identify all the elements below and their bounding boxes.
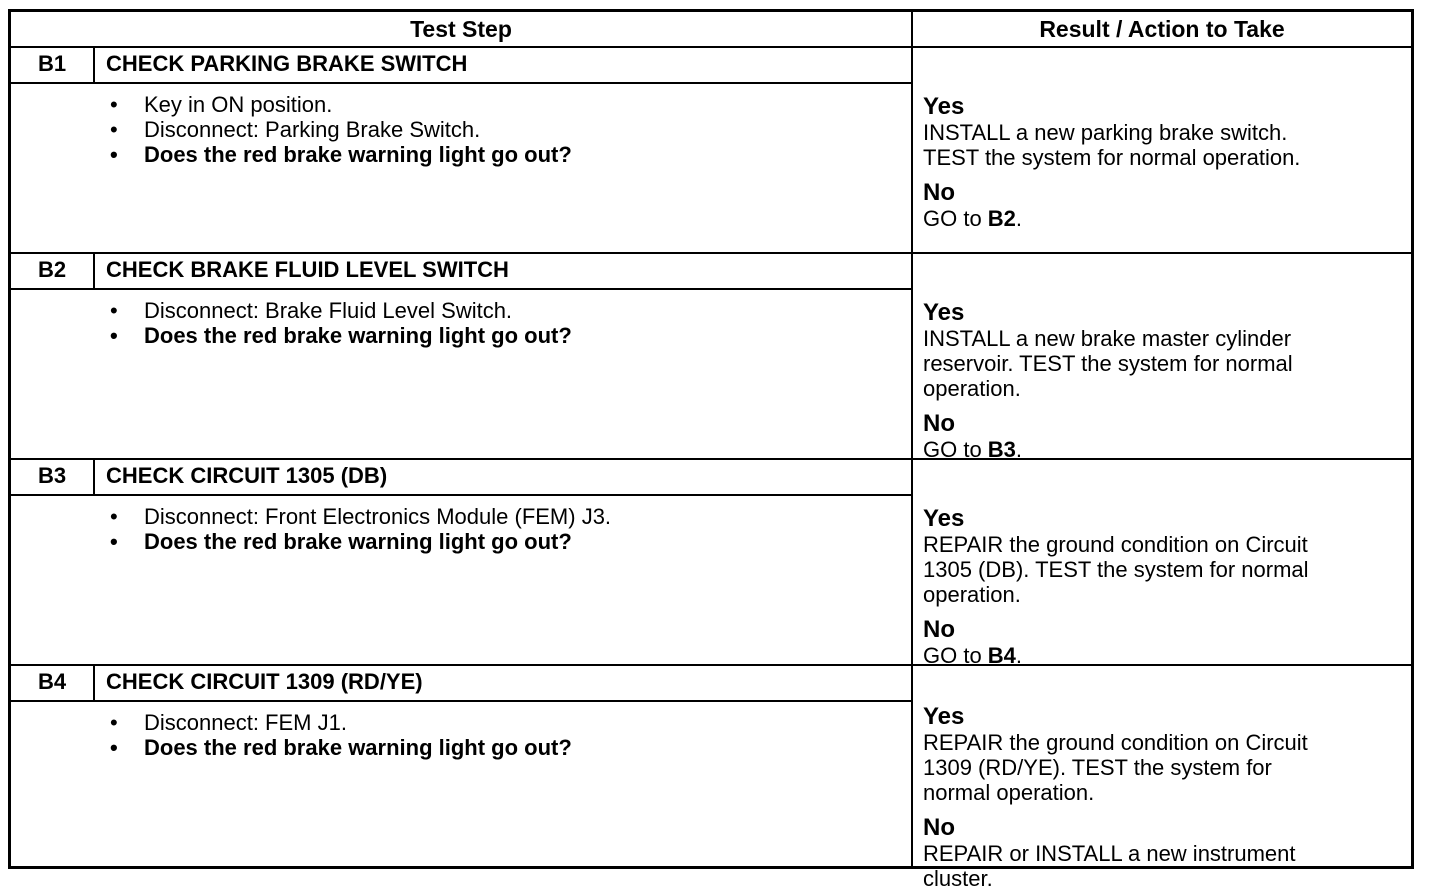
yes-label: Yes — [923, 505, 965, 532]
step-title: CHECK PARKING BRAKE SWITCH — [106, 51, 468, 76]
no-action-line — [923, 437, 1401, 462]
result-action-cell — [923, 48, 1401, 252]
test-step-row — [11, 666, 1411, 891]
yes-action-line: REPAIR the ground condition on Circuit — [923, 532, 1308, 557]
step-instructions — [106, 710, 901, 760]
step-heading — [11, 254, 911, 290]
instruction-item: • Disconnect: FEM J1. — [106, 710, 901, 735]
step-id: B1 — [11, 48, 95, 82]
no-action-prefix: GO to — [923, 437, 988, 462]
yes-action-line: REPAIR the ground condition on Circuit — [923, 730, 1308, 755]
no-action-line — [923, 206, 1401, 231]
step-instructions — [106, 504, 901, 554]
yes-action-line: INSTALL a new parking brake switch. — [923, 120, 1288, 145]
table-header — [11, 12, 1411, 48]
step-heading — [11, 48, 911, 84]
result-action-cell — [923, 254, 1401, 462]
no-label: No — [923, 814, 955, 841]
test-step-cell — [11, 48, 913, 252]
yes-action-line: 1305 (DB). TEST the system for normal — [923, 557, 1309, 582]
no-action-prefix: GO to — [923, 206, 988, 231]
spacer — [923, 170, 1401, 180]
result-action-cell — [923, 460, 1401, 668]
yes-action-line: TEST the system for normal operation. — [923, 145, 1301, 170]
instruction-item: • Disconnect: Front Electronics Module (FEM) J3. — [106, 504, 901, 529]
no-action-line: REPAIR or INSTALL a new instrument — [923, 841, 1296, 866]
yes-action-line: 1309 (RD/YE). TEST the system for — [923, 755, 1272, 780]
test-step-cell — [11, 460, 913, 664]
spacer — [923, 607, 1401, 617]
no-action-line: cluster. — [923, 866, 993, 891]
test-step-cell — [11, 254, 913, 458]
diagnostic-table — [8, 9, 1414, 891]
instruction-item: • Key in ON position. — [106, 92, 901, 117]
step-instructions — [106, 92, 901, 167]
instruction-item: • Disconnect: Brake Fluid Level Switch. — [106, 298, 901, 323]
result-action-cell — [923, 666, 1401, 891]
step-title: CHECK CIRCUIT 1309 (RD/YE) — [106, 669, 423, 694]
yes-action-line: operation. — [923, 582, 1021, 607]
test-step-row — [11, 48, 1411, 254]
step-title: CHECK CIRCUIT 1305 (DB) — [106, 463, 388, 488]
test-step-cell — [11, 666, 913, 866]
step-id: B4 — [11, 666, 95, 700]
no-label: No — [923, 179, 955, 206]
yes-label: Yes — [923, 93, 965, 120]
no-action-suffix: . — [1015, 437, 1023, 462]
test-step-row — [11, 254, 1411, 460]
no-label: No — [923, 616, 955, 643]
spacer — [923, 805, 1401, 815]
step-id: B2 — [11, 254, 95, 288]
test-step-row — [11, 460, 1411, 666]
yes-action-line: reservoir. TEST the system for normal — [923, 351, 1293, 376]
step-question: • Does the red brake warning light go out? — [106, 735, 901, 760]
no-action-target: B3 — [987, 437, 1016, 462]
header-test-step: Test Step — [11, 12, 913, 46]
yes-action-line: normal operation. — [923, 780, 1095, 805]
instruction-item: • Disconnect: Parking Brake Switch. — [106, 117, 901, 142]
header-result-action: Result / Action to Take — [1039, 16, 1285, 42]
yes-label: Yes — [923, 299, 965, 326]
yes-label: Yes — [923, 703, 965, 730]
step-heading — [11, 666, 911, 702]
step-title: CHECK BRAKE FLUID LEVEL SWITCH — [106, 257, 509, 282]
no-action-target: B4 — [987, 643, 1016, 668]
step-id: B3 — [11, 460, 95, 494]
step-question: • Does the red brake warning light go out? — [106, 529, 901, 554]
step-question: • Does the red brake warning light go out? — [106, 142, 901, 167]
yes-action-line: INSTALL a new brake master cylinder — [923, 326, 1292, 351]
no-action-prefix: GO to — [923, 643, 988, 668]
no-label: No — [923, 410, 955, 437]
no-action-suffix: . — [1015, 206, 1023, 231]
spacer — [923, 401, 1401, 411]
step-instructions — [106, 298, 901, 348]
no-action-target: B2 — [987, 206, 1016, 231]
step-heading — [11, 460, 911, 496]
step-question: • Does the red brake warning light go out? — [106, 323, 901, 348]
no-action-line — [923, 643, 1401, 668]
yes-action-line: operation. — [923, 376, 1021, 401]
no-action-suffix: . — [1015, 643, 1023, 668]
